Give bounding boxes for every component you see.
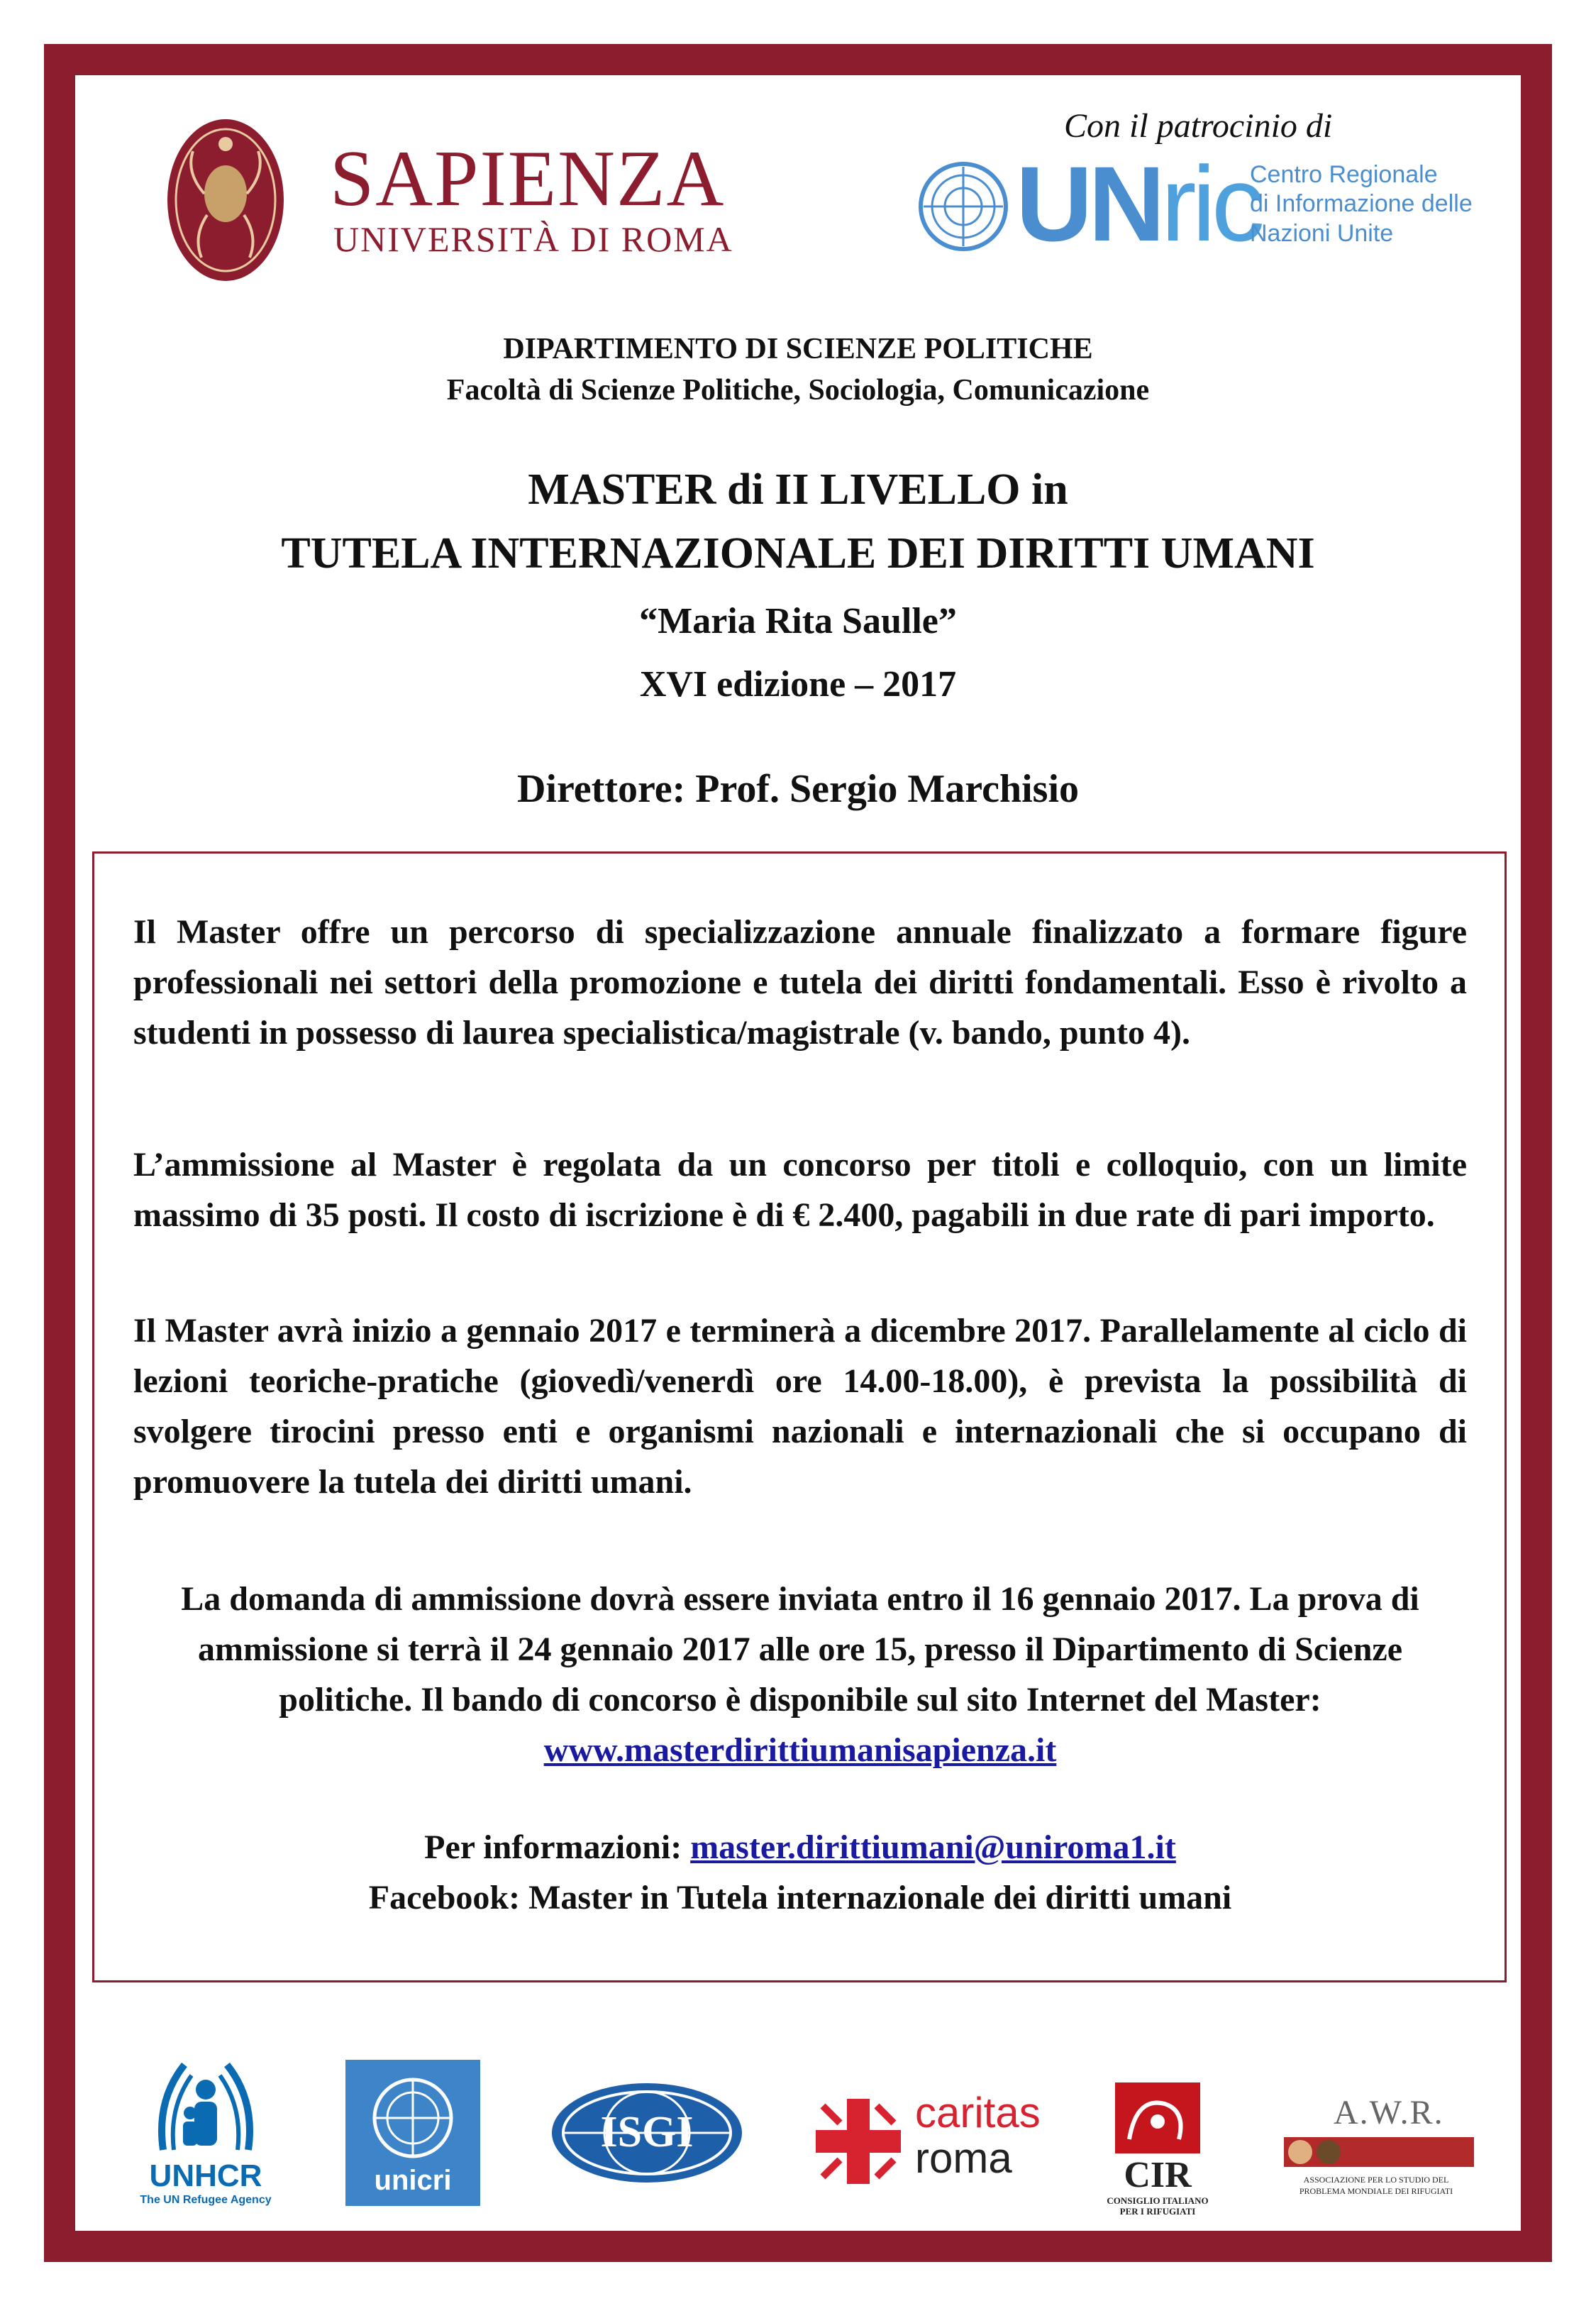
department-name: DIPARTIMENTO DI SCIENZE POLITICHE (503, 333, 1093, 365)
unhcr-name: UNHCR (149, 2158, 262, 2193)
sapienza-wordmark: SAPIENZA (330, 135, 726, 223)
unric-description (1250, 160, 1473, 248)
cir-name: CIR (1124, 2155, 1192, 2195)
cir-subtitle-line: CONSIGLIO ITALIANO (1107, 2195, 1209, 2206)
master-edition: XVI edizione – 2017 (639, 664, 957, 705)
faculty-name: Facoltà di Scienze Politiche, Sociologia, Comunicazione (446, 374, 1150, 407)
paragraph-schedule: Il Master avrà inizio a gennaio 2017 e terminerà a dicembre 2017. Parallelamente al ciclo di lezioni teoriche-pratiche (giovedì/venerdì ore 14.00-18.00), è prevista la possibilità di svolgere tirocini presso enti e organismi nazionali e internazionali che si occupano di promuovere la tutela dei diritti umani. (133, 1312, 1467, 1501)
contact-block (133, 1822, 1467, 1923)
master-director: Direttore: Prof. Sergio Marchisio (516, 767, 1080, 811)
unicri-name: unicri (374, 2165, 452, 2196)
unric-description-line: di Informazione delle (1250, 190, 1473, 218)
awr-subtitle-line: ASSOCIAZIONE PER LO STUDIO DEL (1303, 2175, 1449, 2185)
un-emblem-icon (916, 160, 1010, 253)
cir-subtitle (1094, 2195, 1221, 2217)
info-label: Per informazioni: (424, 1828, 691, 1866)
isgi-name: ISGI (600, 2108, 694, 2156)
awr-face-image (1317, 2140, 1341, 2164)
caritas-city: roma (915, 2134, 1012, 2182)
cir-emblem-icon (1115, 2082, 1200, 2153)
awr-name: A.W.R. (1334, 2094, 1444, 2131)
paragraph-application (133, 1574, 1467, 1775)
master-title-line1: MASTER di II LIVELLO in (528, 465, 1068, 514)
website-link[interactable]: www.masterdirittiumanisapienza.it (543, 1731, 1057, 1769)
paragraph-description: Il Master offre un percorso di specializzazione annuale finalizzato a formare figure professionali nei settori della promozione e tutela dei diritti fondamentali. Esso è rivolto a studenti in possesso di laurea specialistica/magistrale (v. bando, punto 4). (133, 913, 1467, 1052)
awr-face-image (1288, 2140, 1312, 2164)
info-line (133, 1822, 1467, 1872)
paragraph-admission: L’ammissione al Master è regolata da un concorso per titoli e colloquio, con un limite massimo di 35 posti. Il costo di iscrizione è di € 2.400, pagabili in due rate di pari importo. (133, 1146, 1467, 1234)
master-title-line2: TUTELA INTERNAZIONALE DEI DIRITTI UMANI (281, 529, 1315, 578)
unicri-logo (345, 2060, 480, 2206)
email-link[interactable]: master.dirittiumani@uniroma1.it (690, 1828, 1176, 1866)
awr-subtitle-line: PROBLEMA MONDIALE DEI RIFUGIATI (1299, 2186, 1453, 2196)
caritas-name: caritas (915, 2089, 1041, 2136)
unric-logo: UNric (1016, 144, 1260, 263)
master-dedication: “Maria Rita Saulle” (639, 601, 957, 641)
sapienza-seal-icon (165, 116, 287, 285)
sapienza-subtitle: UNIVERSITÀ DI ROMA (333, 219, 733, 259)
patronage-label: Con il patrocinio di (1064, 107, 1333, 145)
facebook-line: Facebook: Master in Tutela internazionale dei diritti umani (368, 1879, 1232, 1916)
unric-description-line: Nazioni Unite (1250, 219, 1394, 247)
unhcr-tagline: The UN Refugee Agency (140, 2194, 272, 2206)
unhcr-emblem-icon (142, 2051, 270, 2157)
application-text: La domanda di ammissione dovrà essere inviata entro il 16 gennaio 2017. La prova di ammissione si terrà il 24 gennaio 2017 alle ore 15, presso il Dipartimento di Scienze politiche. Il bando di concorso è disponibile sul sito Internet del Master: (181, 1580, 1419, 1719)
awr-photo-strip (1284, 2137, 1474, 2167)
awr-subtitle (1270, 2174, 1483, 2197)
un-emblem-icon (370, 2075, 455, 2161)
cir-subtitle-line: PER I RIFUGIATI (1119, 2206, 1196, 2217)
caritas-cross-icon (816, 2099, 901, 2184)
unric-description-line: Centro Regionale (1250, 161, 1438, 188)
